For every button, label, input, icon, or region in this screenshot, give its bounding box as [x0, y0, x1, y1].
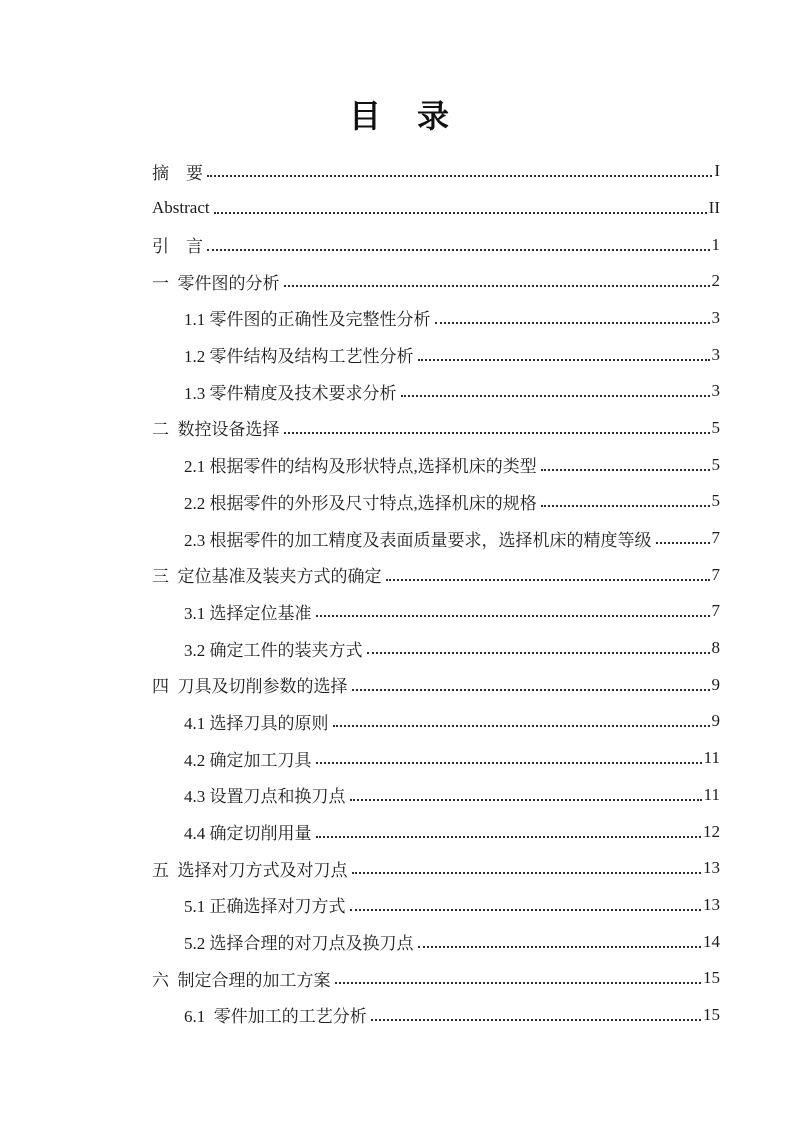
toc-entry-label: 一 零件图的分析	[152, 273, 280, 293]
toc-entry-page-number: 15	[703, 968, 720, 988]
dot-leader	[316, 836, 702, 838]
toc-entry-page-number: 7	[711, 528, 720, 548]
toc-entry-label: Abstract	[152, 197, 210, 217]
toc-entry-label: 4.1 选择刀具的原则	[184, 713, 329, 733]
table-of-contents	[0, 153, 800, 1034]
dot-leader	[284, 285, 710, 287]
toc-entry[interactable]	[152, 887, 720, 924]
toc-entry-page-number: 12	[703, 821, 720, 841]
dot-leader	[214, 212, 707, 214]
toc-entry[interactable]	[152, 556, 720, 593]
toc-entry[interactable]	[152, 520, 720, 557]
toc-entry[interactable]	[152, 630, 720, 667]
toc-entry-label: 五 选择对刀方式及对刀点	[152, 860, 348, 880]
toc-entry-page-number: 1	[711, 234, 720, 254]
toc-entry-page-number: 15	[703, 1004, 720, 1024]
page-title: 目 录	[348, 98, 451, 134]
toc-entry-label: 二 数控设备选择	[152, 420, 280, 440]
dot-leader	[335, 982, 702, 984]
toc-entry-label: 6.1 零件加工的工艺分析	[184, 1007, 367, 1027]
toc-entry[interactable]	[152, 813, 720, 850]
toc-entry[interactable]	[152, 850, 720, 887]
toc-entry-label: 4.4 确定切削用量	[184, 824, 312, 844]
toc-entry-label: 3.1 选择定位基准	[184, 603, 312, 623]
toc-entry-label: 引 言	[152, 237, 203, 257]
toc-entry-page-number: 3	[711, 307, 720, 327]
dot-leader	[207, 175, 712, 177]
dot-leader	[352, 872, 702, 874]
dot-leader	[435, 322, 710, 324]
toc-entry[interactable]	[152, 226, 720, 263]
toc-entry-page-number: 9	[711, 674, 720, 694]
dot-leader	[316, 762, 702, 764]
toc-entry-label: 摘 要	[152, 163, 203, 183]
toc-entry-page-number: 2	[711, 271, 720, 291]
toc-entry-page-number: II	[708, 197, 720, 217]
toc-entry-label: 3.2 确定工件的装夹方式	[184, 640, 363, 660]
dot-leader	[371, 1019, 701, 1021]
toc-entry-page-number: 3	[711, 344, 720, 364]
toc-entry-label: 1.3 零件精度及技术要求分析	[184, 383, 397, 403]
toc-entry-label: 四 刀具及切削参数的选择	[152, 677, 348, 697]
toc-entry-page-number: 7	[711, 601, 720, 621]
toc-entry-page-number: 5	[711, 417, 720, 437]
dot-leader	[656, 542, 710, 544]
dot-leader	[541, 469, 710, 471]
toc-entry[interactable]	[152, 923, 720, 960]
toc-entry[interactable]	[152, 446, 720, 483]
toc-entry[interactable]	[152, 997, 720, 1034]
toc-entry-page-number: 11	[703, 784, 720, 804]
toc-entry[interactable]	[152, 960, 720, 997]
toc-entry[interactable]	[152, 776, 720, 813]
dot-leader	[541, 505, 710, 507]
toc-entry[interactable]	[152, 263, 720, 300]
toc-entry[interactable]	[152, 666, 720, 703]
toc-entry[interactable]	[152, 373, 720, 410]
toc-entry[interactable]	[152, 153, 720, 190]
toc-entry-page-number: 5	[711, 491, 720, 511]
toc-entry[interactable]	[152, 483, 720, 520]
dot-leader	[316, 615, 710, 617]
toc-entry-label: 六 制定合理的加工方案	[152, 970, 331, 990]
toc-entry-page-number: 3	[711, 381, 720, 401]
toc-entry-label: 5.2 选择合理的对刀点及换刀点	[184, 934, 414, 954]
dot-leader	[367, 652, 710, 654]
dot-leader	[207, 249, 710, 251]
document-page	[0, 98, 800, 1132]
toc-entry-label: 2.3 根据零件的加工精度及表面质量要求，选择机床的精度等级	[184, 530, 652, 550]
dot-leader	[350, 799, 702, 801]
toc-entry-label: 1.2 零件结构及结构工艺性分析	[184, 347, 414, 367]
toc-entry-page-number: 14	[703, 931, 720, 951]
toc-entry-page-number: 11	[703, 748, 720, 768]
toc-entry-page-number: 13	[703, 894, 720, 914]
toc-entry-page-number: 5	[711, 454, 720, 474]
toc-entry-label: 三 定位基准及装夹方式的确定	[152, 567, 382, 587]
toc-entry-page-number: I	[714, 161, 720, 181]
dot-leader	[401, 395, 710, 397]
toc-entry-label: 1.1 零件图的正确性及完整性分析	[184, 310, 431, 330]
toc-entry-page-number: 13	[703, 858, 720, 878]
toc-entry-label: 4.3 设置刀点和换刀点	[184, 787, 346, 807]
toc-entry-page-number: 7	[711, 564, 720, 584]
toc-entry[interactable]	[152, 300, 720, 337]
dot-leader	[350, 909, 702, 911]
dot-leader	[418, 359, 710, 361]
dot-leader	[418, 946, 702, 948]
toc-entry[interactable]	[152, 703, 720, 740]
toc-entry-page-number: 9	[711, 711, 720, 731]
toc-entry[interactable]	[152, 189, 720, 226]
toc-entry[interactable]	[152, 740, 720, 777]
dot-leader	[284, 432, 710, 434]
toc-entry-page-number: 8	[711, 638, 720, 658]
toc-entry-label: 5.1 正确选择对刀方式	[184, 897, 346, 917]
toc-entry-label: 4.2 确定加工刀具	[184, 750, 312, 770]
toc-entry[interactable]	[152, 336, 720, 373]
toc-entry[interactable]	[152, 410, 720, 447]
dot-leader	[333, 725, 710, 727]
dot-leader	[352, 689, 710, 691]
toc-entry-label: 2.2 根据零件的外形及尺寸特点,选择机床的规格	[184, 493, 537, 513]
toc-entry[interactable]	[152, 593, 720, 630]
toc-entry-label: 2.1 根据零件的结构及形状特点,选择机床的类型	[184, 457, 537, 477]
dot-leader	[386, 579, 710, 581]
